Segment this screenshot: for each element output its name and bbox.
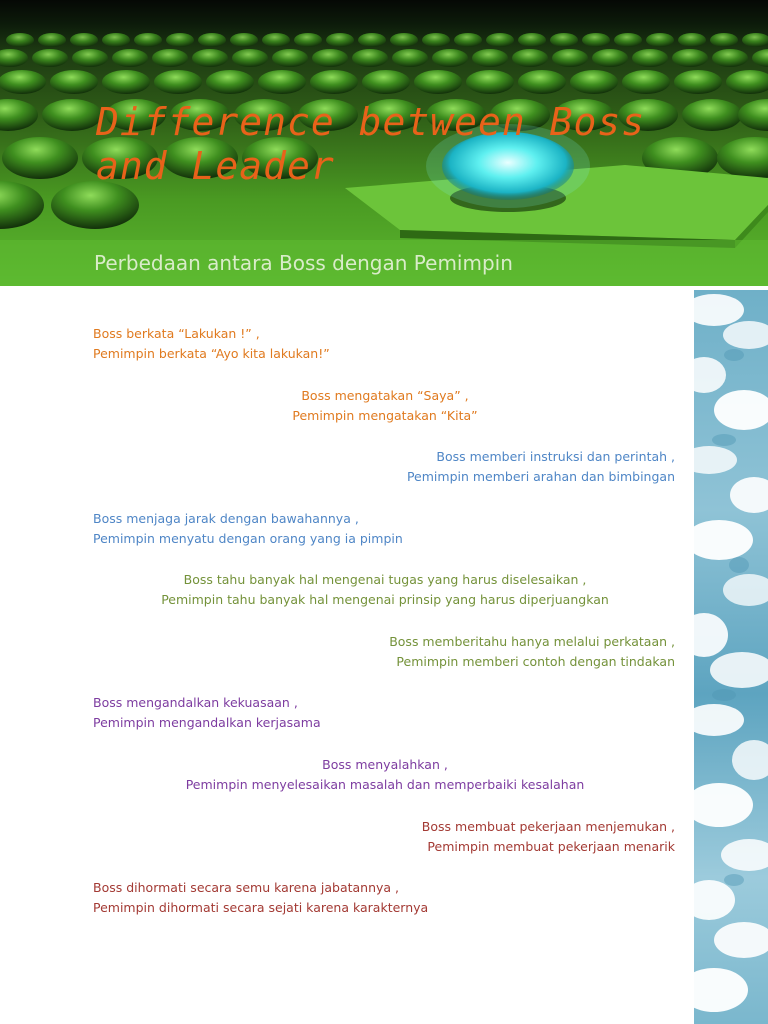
comparison-item-10 xyxy=(93,878,428,918)
page-title: Difference between Boss and Leader xyxy=(96,100,646,188)
boss-statement: Boss dihormati secara semu karena jabatannya , xyxy=(93,880,400,895)
boss-statement: Boss membuat pekerjaan menjemukan , xyxy=(421,819,675,834)
leader-statement: Pemimpin mengatakan “Kita” xyxy=(292,408,478,423)
leader-statement: Pemimpin membuat pekerjaan menarik xyxy=(427,839,675,854)
boss-statement: Boss mengatakan “Saya” , xyxy=(301,388,469,403)
leader-statement: Pemimpin memberi contoh dengan tindakan xyxy=(396,654,675,669)
boss-statement: Boss berkata “Lakukan !” , xyxy=(93,326,260,341)
comparison-item-6 xyxy=(389,632,675,672)
page-subtitle: Perbedaan antara Boss dengan Pemimpin xyxy=(94,251,513,275)
boss-statement: Boss memberitahu hanya melalui perkataan , xyxy=(389,634,675,649)
boss-statement: Boss menyalahkan , xyxy=(322,757,448,772)
leader-statement: Pemimpin menyatu dengan orang yang ia pimpin xyxy=(93,531,403,546)
comparison-item-5 xyxy=(93,570,677,610)
comparison-item-4 xyxy=(93,509,403,549)
comparison-item-1 xyxy=(93,324,330,364)
comparison-item-2 xyxy=(93,386,677,426)
leader-statement: Pemimpin berkata “Ayo kita lakukan!” xyxy=(93,346,330,361)
comparison-item-7 xyxy=(93,693,321,733)
leader-statement: Pemimpin menyelesaikan masalah dan memperbaiki kesalahan xyxy=(185,777,585,792)
boss-statement: Boss mengandalkan kekuasaan , xyxy=(93,695,298,710)
comparison-item-3 xyxy=(407,447,675,487)
header-banner xyxy=(0,0,768,286)
boss-statement: Boss menjaga jarak dengan bawahannya , xyxy=(93,511,359,526)
leader-statement: Pemimpin dihormati secara sejati karena karakternya xyxy=(93,900,429,915)
comparison-item-8 xyxy=(93,755,677,795)
comparison-item-9 xyxy=(422,817,675,857)
boss-statement: Boss tahu banyak hal mengenai tugas yang harus diselesaikan , xyxy=(183,572,587,587)
boss-statement: Boss memberi instruksi dan perintah , xyxy=(436,449,675,464)
sky-clouds-strip xyxy=(694,290,768,1024)
leader-statement: Pemimpin tahu banyak hal mengenai prinsip yang harus diperjuangkan xyxy=(161,592,609,607)
leader-statement: Pemimpin mengandalkan kerjasama xyxy=(93,715,321,730)
clouds-illustration xyxy=(694,290,768,1024)
leader-statement: Pemimpin memberi arahan dan bimbingan xyxy=(406,469,675,484)
